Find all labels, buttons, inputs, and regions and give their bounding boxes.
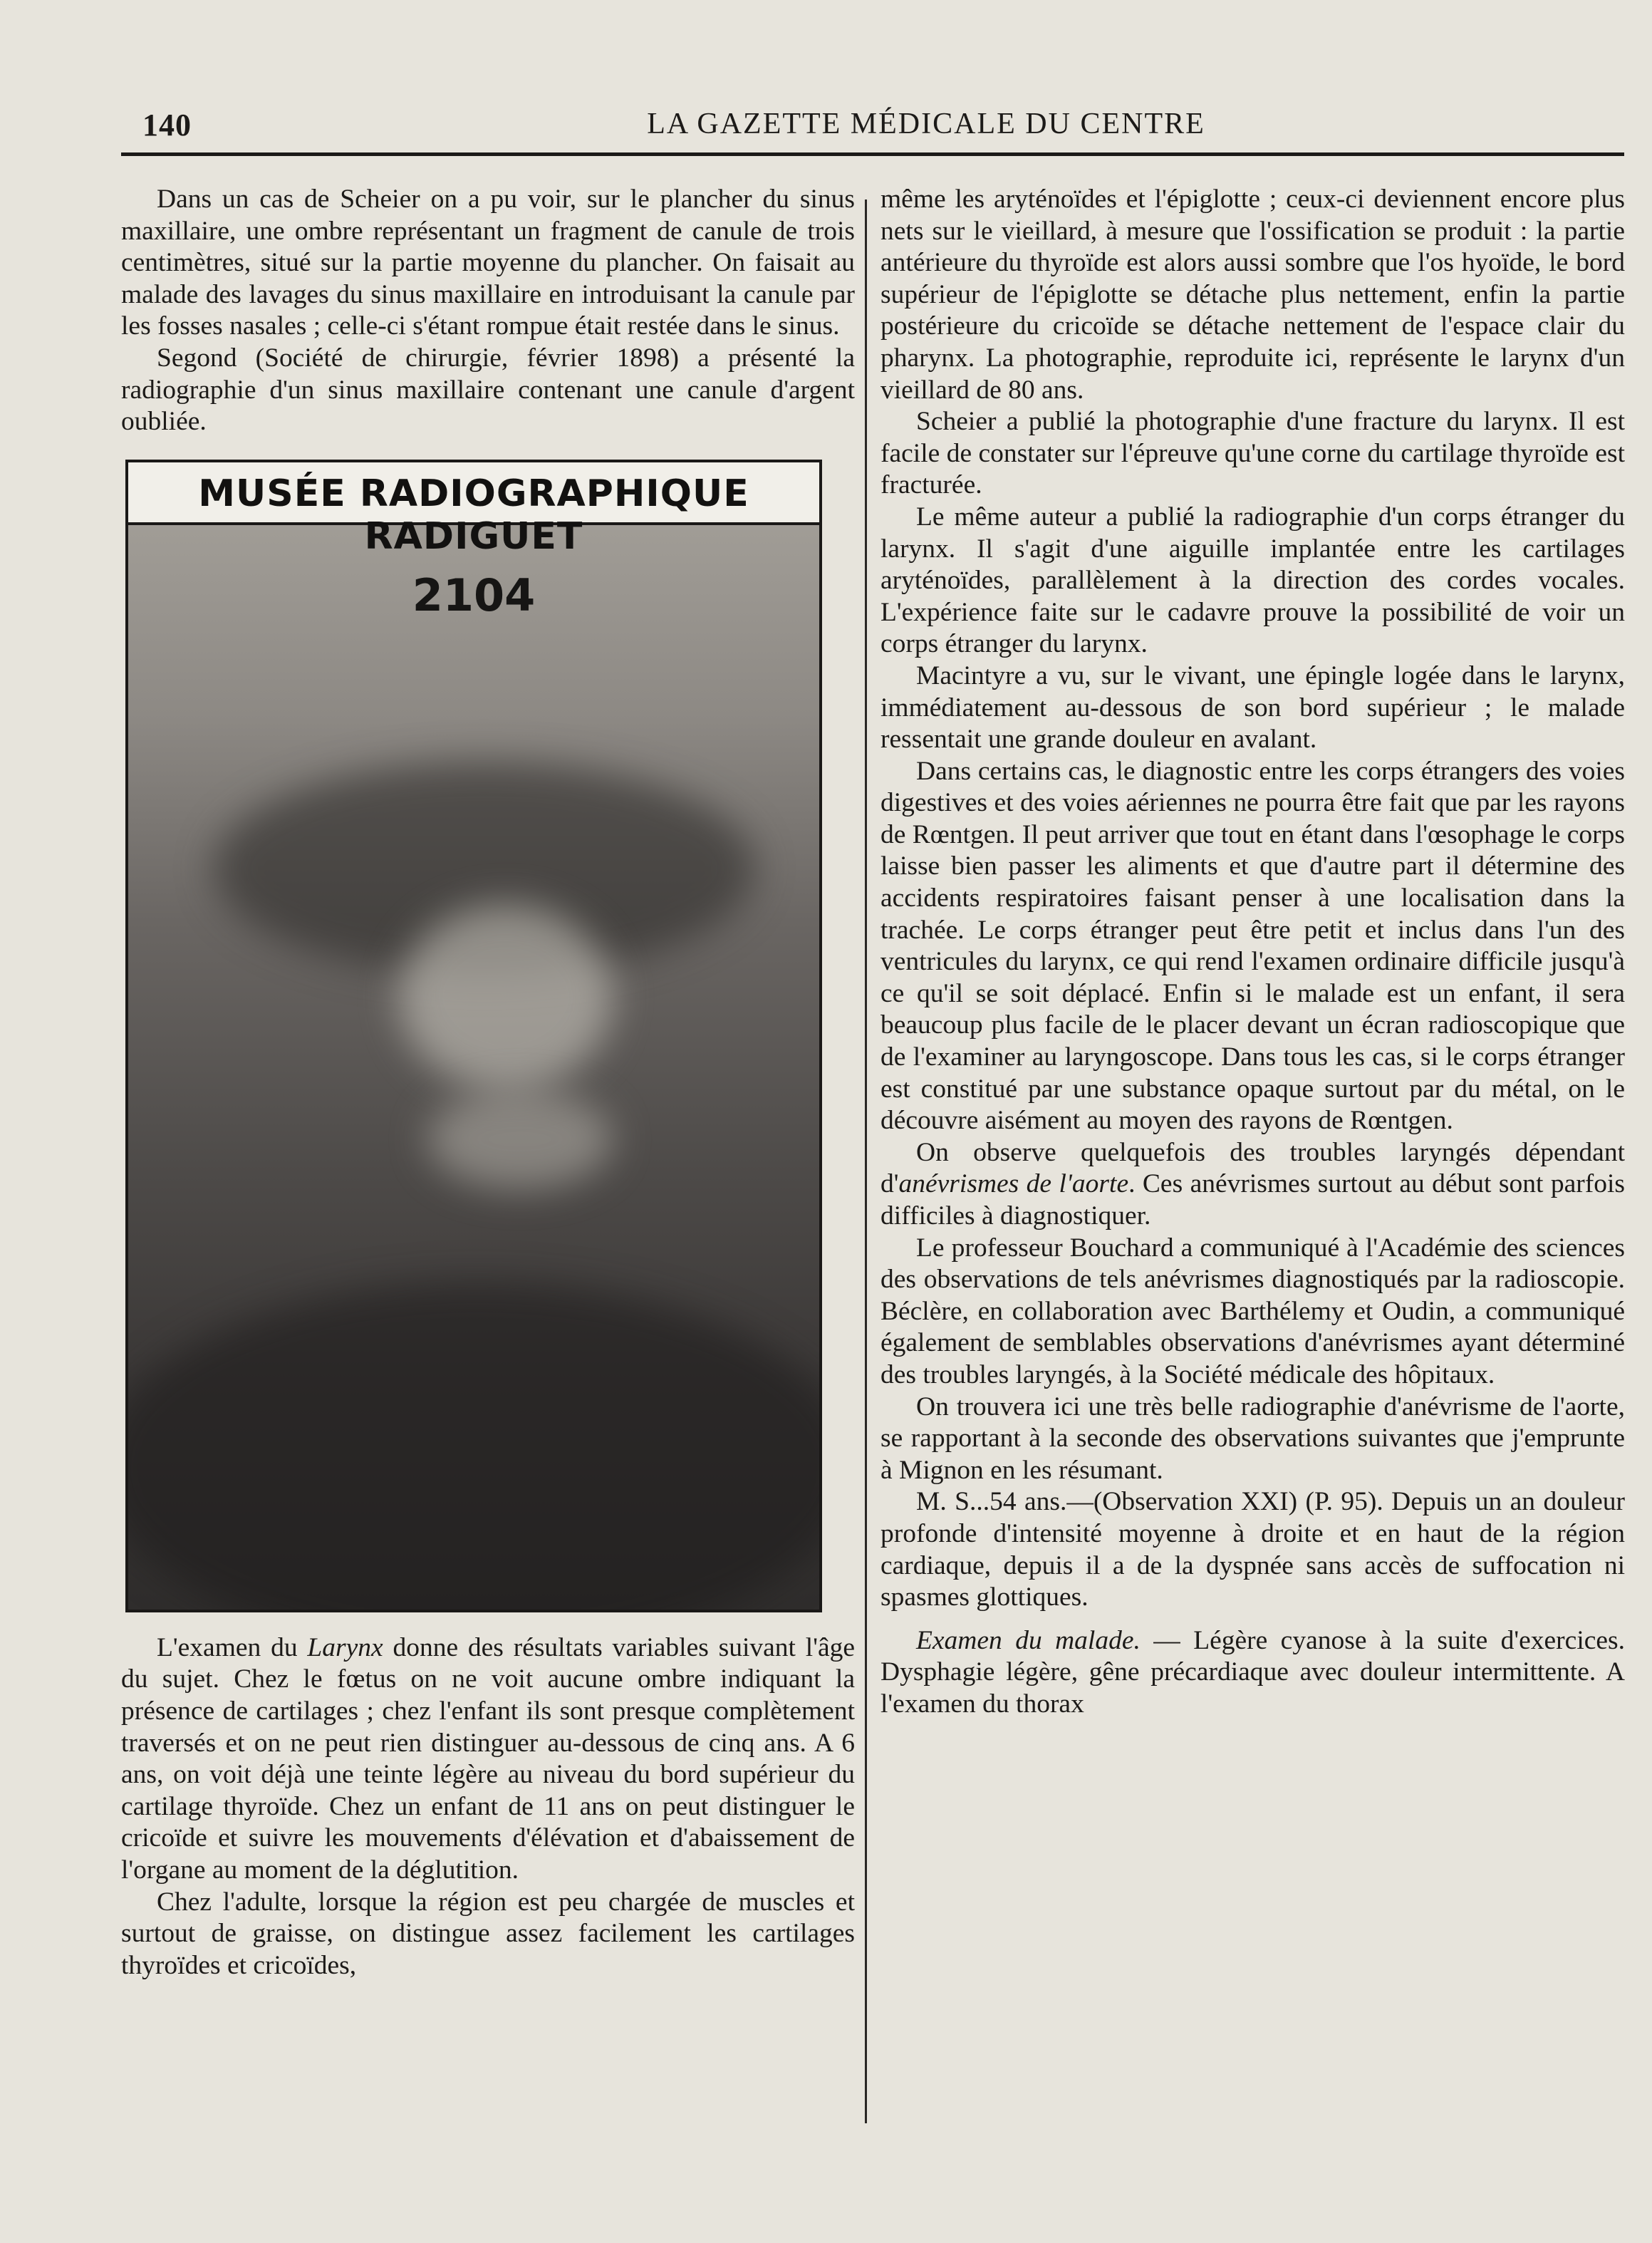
paragraph-diagnosis: Dans certains cas, le diagnostic entre les corps étrangers des voies digestives et des voies aériennes ne pourra être fait que par les rayons de Rœntgen. Il peut arriver que tout en étant dans l'œsophage le corps laisse bien passer les aliments et que d'autre part il détermine des accidents respiratoires faisant penser à une localisation dans la trachée. Le corps étranger peut être petit et inclus dans l'un des ventricules du larynx, ce qui rend l'examen ordinaire difficile jusqu'à ce qu'il se soit déplacé. Enfin si le malade est un enfant, il sera beaucoup plus facile de le placer devant un écran radioscopique que de l'examiner au laryngoscope. Dans tous les cas, si le corps étranger est constitué par une substance opaque surtout par du métal, on le découvre aisément au moyen des rayons de Rœntgen. [880,756,1625,1136]
header-rule [121,152,1624,156]
page-header [142,107,1539,150]
paragraph-exam-malade: Examen du malade. — Légère cyanose à la suite d'exercices. Dysphagie légère, gêne précardiaque avec douleur intermittente. A l'examen du thorax [880,1625,1625,1719]
paragraph-macintyre: Macintyre a vu, sur le vivant, une épingle logée dans le larynx, immédiatement au-dessous de son bord supérieur ; le malade ressentait une grande douleur en avalant. [880,661,1625,755]
aneurysm-term: anévrismes de l'aorte [898,1169,1129,1199]
paragraph-adult: Chez l'adulte, lorsque la région est peu chargée de muscles et surtout de graisse, on distingue assez facilement les cartilages thyroïdes et cricoïdes, [121,1887,855,1980]
paragraph-continuation: même les aryténoïdes et l'épiglotte ; ceux-ci deviennent encore plus nets sur le vieillard, à mesure que l'ossification se produit : la partie antérieure du thyroïde est alors aussi sombre que l'os hyoïde, le bord supérieur de l'épiglotte se détache plus nettement, enfin la partie postérieure du cricoïde se détache nettement de l'espace clair du pharynx. La photographie, reproduite ici, représente le larynx d'un vieillard de 80 ans. [880,185,1625,405]
plate-banner-text: MUSÉE RADIOGRAPHIQUE RADIGUET [198,472,749,558]
plate-number: 2104 [412,569,536,621]
paragraph-larynx-exam: L'examen du Larynx donne des résultats variables suivant l'âge du sujet. Chez le fœtus on ne voit aucune ombre indiquant la présence de cartilages ; chez l'enfant ils sont presque complètement traversés et on ne peut rien distinguer au-dessous de cinq ans. A 6 ans, on voit déjà une teinte légère au niveau du bord supérieur du cartilage thyroïde. Chez un enfant de 11 ans on peut distinguer le cricoïde et suivre les mouvements d'élévation et d'abaissement de l'organe au moment de la déglutition. [121,1632,855,1885]
paragraph-aneurysm: On observe quelquefois des troubles laryngés dépendant d'anévrismes de l'aorte. Ces anévrismes surtout au début sont parfois difficiles à diagnostiquer. [880,1137,1625,1231]
paragraph-scheier-sinus: Dans un cas de Scheier on a pu voir, sur le plancher du sinus maxillaire, une ombre représentant un fragment de canule de trois centimètres, situé sur la partie moyenne du plancher. On faisait au malade des lavages du sinus maxillaire en introduisant la canule par les fosses nasales ; celle-ci s'étant rompue était restée dans le sinus. [121,185,855,341]
right-column [880,184,1625,1721]
radiograph-plate [125,460,822,1612]
lower-shadow [125,1282,822,1612]
running-title: LA GAZETTE MÉDICALE DU CENTRE [647,108,1205,140]
paragraph-observation: M. S...54 ans.—(Observation XXI) (P. 95). Depuis un an douleur profonde d'intensité moyenne à droite et en haut de la région cardiaque, depuis il a de la dyspnée sans accès de suffocation ni spasmes glottiques. [880,1487,1625,1612]
larynx-highlight [399,904,613,1089]
paragraph-foreign-body: Le même auteur a publié la radiographie d'un corps étranger du larynx. Il s'agit d'une aiguille implantée entre les cartilages aryténoïdes, parallèlement à la direction des cordes vocales. L'expérience faite sur le cadavre prouve la possibilité de voir un corps étranger du larynx. [880,502,1625,659]
paragraph-fracture: Scheier a publié la photographie d'une fracture du larynx. Il est facile de constater sur l'épreuve qu'une corne du cartilage thyroïde est fracturée. [880,407,1625,500]
page-number: 140 [142,108,192,143]
left-column [121,184,855,1982]
exam-heading: Examen du malade. [916,1625,1141,1655]
cartilage-highlight [427,1089,613,1189]
column-divider [865,200,867,2123]
paragraph-bouchard: Le professeur Bouchard a communiqué à l'Académie des sciences des observations de tels anévrismes diagnostiqués par la radioscopie. Béclère, en collaboration avec Barthélemy et Oudin, a communiqué également de semblables observations d'anévrismes ayant déterminé des troubles laryngés, à la Société médicale des hôpitaux. [880,1233,1625,1389]
paragraph-segond: Segond (Société de chirurgie, février 1898) a présenté la radiographie d'un sinus maxillaire contenant une canule d'argent oubliée. [121,343,855,437]
plate-banner [128,462,819,558]
paragraph-mignon: On trouvera ici une très belle radiographie d'anévrisme de l'aorte, se rapportant à la seconde des observations suivantes que j'emprunte à Mignon en les résumant. [880,1392,1625,1485]
larynx-term: Larynx [307,1632,383,1662]
